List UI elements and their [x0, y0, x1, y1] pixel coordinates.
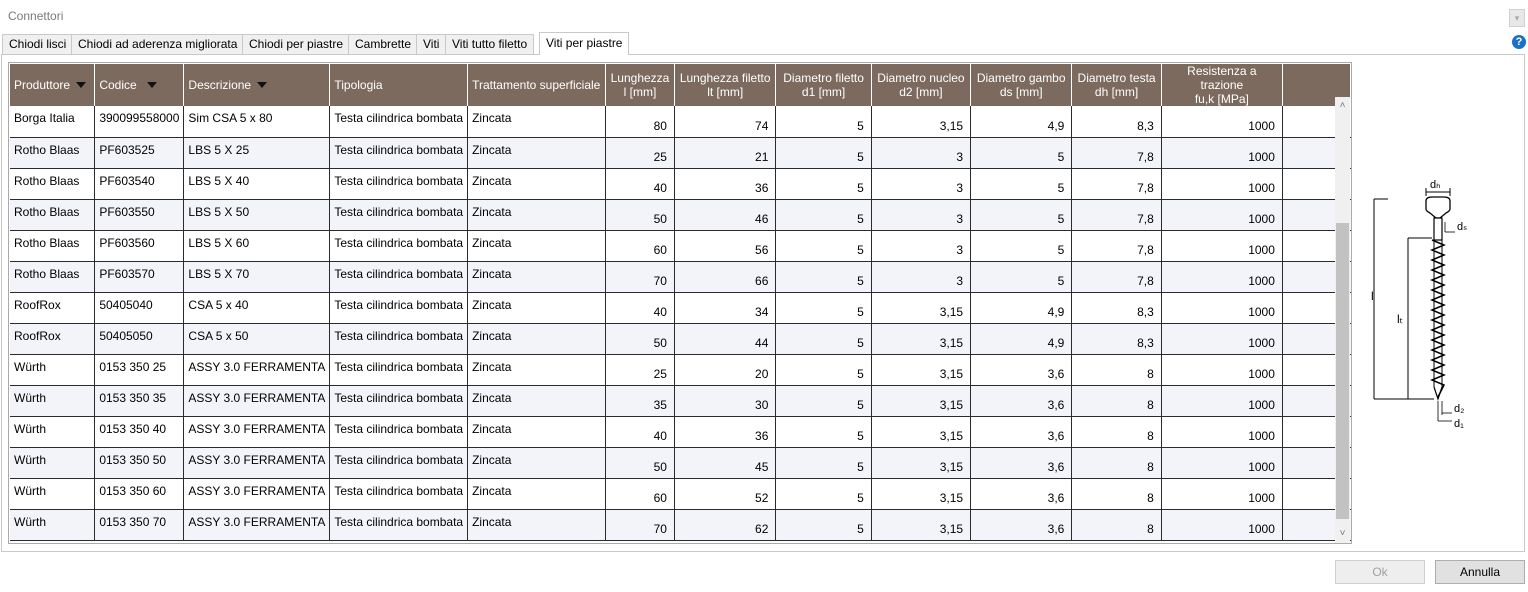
cell-codice[interactable]: 50405050 — [95, 323, 184, 354]
cell-diametro-nucleo[interactable]: 3,15 — [871, 478, 970, 509]
table-row[interactable] — [10, 292, 1351, 323]
cell-lunghezza-filetto[interactable]: 46 — [674, 199, 775, 230]
tab-chiodi-aderenza-migliorata[interactable]: Chiodi ad aderenza migliorata — [71, 34, 244, 54]
cell-lunghezza-filetto[interactable]: 56 — [674, 230, 775, 261]
cell-tipologia[interactable]: Testa cilindrica bombata — [330, 509, 468, 540]
cell-diametro-gambo[interactable]: 5 — [971, 230, 1072, 261]
screw-head — [1426, 197, 1450, 218]
cell-lunghezza[interactable]: 40 — [606, 416, 675, 447]
cell-diametro-filetto[interactable]: 5 — [776, 292, 871, 323]
cell-diametro-filetto[interactable]: 5 — [776, 261, 871, 292]
cell-codice[interactable]: PF603570 — [95, 261, 184, 292]
cell-diametro-testa[interactable]: 7,8 — [1072, 168, 1161, 199]
table-row[interactable] — [10, 478, 1351, 509]
scroll-up-icon[interactable]: ˄ — [1339, 100, 1346, 111]
cell-resistenza-trazione[interactable]: 1000 — [1161, 416, 1282, 447]
cell-codice[interactable]: 0153 350 35 — [95, 385, 184, 416]
column-header-diametro-nucleo[interactable] — [871, 64, 970, 106]
help-icon[interactable]: ? — [1512, 35, 1526, 49]
cell-codice[interactable]: 0153 350 40 — [95, 416, 184, 447]
header-unit: dh [mm] — [1094, 85, 1139, 99]
cell-trattamento[interactable]: Zincata — [468, 509, 606, 540]
table-row[interactable] — [10, 354, 1351, 385]
cell-diametro-nucleo[interactable]: 3 — [871, 199, 970, 230]
label-d1: d₁ — [1454, 418, 1464, 430]
cell-lunghezza-filetto[interactable]: 45 — [674, 447, 775, 478]
cell-produttore[interactable]: Rotho Blaas — [10, 199, 95, 230]
cell-diametro-gambo[interactable]: 3,6 — [971, 385, 1072, 416]
cell-lunghezza-filetto[interactable]: 36 — [674, 168, 775, 199]
cell-descrizione[interactable]: ASSY 3.0 FERRAMENTA — [184, 354, 330, 385]
cell-trattamento[interactable]: Zincata — [468, 168, 606, 199]
table-row[interactable] — [10, 385, 1351, 416]
cell-lunghezza[interactable]: 25 — [606, 354, 675, 385]
cell-diametro-nucleo[interactable]: 3,15 — [871, 416, 970, 447]
column-header-diametro-gambo[interactable] — [971, 64, 1072, 106]
header-unit: ds [mm] — [999, 85, 1043, 99]
cell-produttore[interactable]: Rotho Blaas — [10, 168, 95, 199]
column-header-codice[interactable] — [95, 64, 184, 106]
cell-lunghezza[interactable]: 60 — [606, 478, 675, 509]
cell-resistenza-trazione[interactable]: 1000 — [1161, 261, 1282, 292]
cell-diametro-nucleo[interactable]: 3 — [871, 261, 970, 292]
cell-trattamento[interactable]: Zincata — [468, 230, 606, 261]
header-label: Diametro gambo — [976, 71, 1066, 85]
cell-diametro-nucleo[interactable]: 3,15 — [871, 447, 970, 478]
cell-diametro-testa[interactable]: 8 — [1072, 416, 1161, 447]
cell-diametro-gambo[interactable]: 3,6 — [971, 447, 1072, 478]
screw-diagram — [1368, 175, 1478, 437]
cell-tipologia[interactable]: Testa cilindrica bombata — [330, 261, 468, 292]
cell-produttore[interactable]: Würth — [10, 385, 95, 416]
cell-diametro-testa[interactable]: 7,8 — [1072, 230, 1161, 261]
cell-tipologia[interactable]: Testa cilindrica bombata — [330, 354, 468, 385]
cell-diametro-filetto[interactable]: 5 — [776, 354, 871, 385]
label-dh: dₕ — [1430, 179, 1441, 191]
column-header-tipologia[interactable] — [330, 64, 468, 106]
cell-lunghezza[interactable]: 25 — [606, 137, 675, 168]
column-header-trattamento[interactable] — [468, 64, 606, 106]
tab-chiodi-per-piastre[interactable]: Chiodi per piastre — [242, 34, 350, 54]
header-label: Diametro filetto — [783, 71, 864, 85]
cell-diametro-filetto[interactable]: 5 — [776, 509, 871, 540]
cell-diametro-testa[interactable]: 8 — [1072, 385, 1161, 416]
cell-produttore[interactable]: Würth — [10, 509, 95, 540]
cell-descrizione[interactable]: ASSY 3.0 FERRAMENTA — [184, 509, 330, 540]
table-row[interactable] — [10, 323, 1351, 354]
cell-descrizione[interactable]: LBS 5 X 70 — [184, 261, 330, 292]
cell-trattamento[interactable]: Zincata — [468, 447, 606, 478]
cell-tipologia[interactable]: Testa cilindrica bombata — [330, 385, 468, 416]
cell-diametro-testa[interactable]: 8 — [1072, 509, 1161, 540]
cell-tipologia[interactable]: Testa cilindrica bombata — [330, 323, 468, 354]
cell-lunghezza-filetto[interactable]: 66 — [674, 261, 775, 292]
cell-trattamento[interactable]: Zincata — [468, 261, 606, 292]
cell-produttore[interactable]: RoofRox — [10, 292, 95, 323]
cell-trattamento[interactable]: Zincata — [468, 137, 606, 168]
filter-icon[interactable] — [257, 82, 267, 88]
cell-descrizione[interactable]: LBS 5 X 40 — [184, 168, 330, 199]
header-label: Diametro testa — [1077, 71, 1156, 85]
cell-diametro-testa[interactable]: 8,3 — [1072, 106, 1161, 137]
cell-diametro-nucleo[interactable]: 3,15 — [871, 354, 970, 385]
cell-lunghezza[interactable]: 40 — [606, 292, 675, 323]
cell-resistenza-trazione[interactable]: 1000 — [1161, 199, 1282, 230]
column-header-lunghezza[interactable] — [606, 64, 675, 106]
cell-diametro-nucleo[interactable]: 3,15 — [871, 385, 970, 416]
cell-tipologia[interactable]: Testa cilindrica bombata — [330, 199, 468, 230]
cell-tipologia[interactable]: Testa cilindrica bombata — [330, 168, 468, 199]
header-label: Resistenza a trazione — [1187, 64, 1257, 92]
cell-descrizione[interactable]: Sim CSA 5 x 80 — [184, 106, 330, 137]
cell-codice[interactable]: 390099558000 — [95, 106, 184, 137]
cell-resistenza-trazione[interactable]: 1000 — [1161, 354, 1282, 385]
tab-chiodi-lisci[interactable]: Chiodi lisci — [2, 34, 73, 54]
ok-button[interactable]: Ok — [1335, 560, 1425, 584]
column-header-lunghezza-filetto[interactable] — [674, 64, 775, 106]
cell-resistenza-trazione[interactable]: 1000 — [1161, 478, 1282, 509]
cell-descrizione[interactable]: ASSY 3.0 FERRAMENTA — [184, 416, 330, 447]
header-unit: lt [mm] — [707, 85, 744, 99]
cell-diametro-testa[interactable]: 7,8 — [1072, 137, 1161, 168]
cell-produttore[interactable]: Borga Italia — [10, 106, 95, 137]
cell-lunghezza[interactable]: 80 — [606, 106, 675, 137]
cell-resistenza-trazione[interactable]: 1000 — [1161, 106, 1282, 137]
cell-tipologia[interactable]: Testa cilindrica bombata — [330, 416, 468, 447]
label-lt: lₜ — [1397, 312, 1404, 326]
cell-diametro-gambo[interactable]: 4,9 — [971, 323, 1072, 354]
cell-diametro-nucleo[interactable]: 3 — [871, 168, 970, 199]
cell-lunghezza-filetto[interactable]: 20 — [674, 354, 775, 385]
cell-produttore[interactable]: Würth — [10, 478, 95, 509]
cell-diametro-gambo[interactable]: 4,9 — [971, 292, 1072, 323]
header-unit: d2 [mm] — [899, 85, 943, 99]
cell-trattamento[interactable]: Zincata — [468, 323, 606, 354]
cell-trattamento[interactable]: Zincata — [468, 416, 606, 447]
cell-diametro-testa[interactable]: 7,8 — [1072, 261, 1161, 292]
cell-descrizione[interactable]: LBS 5 X 25 — [184, 137, 330, 168]
cell-lunghezza[interactable]: 70 — [606, 509, 675, 540]
cell-descrizione[interactable]: ASSY 3.0 FERRAMENTA — [184, 478, 330, 509]
cell-codice[interactable]: 0153 350 60 — [95, 478, 184, 509]
tab-strip — [2, 32, 1524, 55]
cell-produttore[interactable]: Rotho Blaas — [10, 230, 95, 261]
cell-diametro-gambo[interactable]: 3,6 — [971, 478, 1072, 509]
cell-descrizione[interactable]: CSA 5 x 50 — [184, 323, 330, 354]
title-bar — [0, 0, 1528, 32]
cell-diametro-gambo[interactable]: 3,6 — [971, 354, 1072, 385]
cell-resistenza-trazione[interactable]: 1000 — [1161, 385, 1282, 416]
header-label: Descrizione — [188, 78, 252, 92]
column-header-produttore[interactable] — [10, 64, 95, 106]
column-header-diametro-testa[interactable] — [1072, 64, 1161, 106]
label-d2: d₂ — [1454, 403, 1465, 415]
table-body — [10, 106, 1351, 540]
table-row[interactable] — [10, 230, 1351, 261]
cell-lunghezza[interactable]: 50 — [606, 199, 675, 230]
cell-produttore[interactable]: Rotho Blaas — [10, 261, 95, 292]
window-scroll-icon[interactable]: ▾ — [1509, 9, 1525, 27]
cell-diametro-testa[interactable]: 7,8 — [1072, 199, 1161, 230]
cell-diametro-nucleo[interactable]: 3 — [871, 230, 970, 261]
cell-produttore[interactable]: Würth — [10, 416, 95, 447]
cell-trattamento[interactable]: Zincata — [468, 199, 606, 230]
cell-resistenza-trazione[interactable]: 1000 — [1161, 137, 1282, 168]
cell-lunghezza-filetto[interactable]: 74 — [674, 106, 775, 137]
cell-diametro-filetto[interactable]: 5 — [776, 230, 871, 261]
header-unit: l [mm] — [623, 85, 657, 99]
cell-lunghezza-filetto[interactable]: 62 — [674, 509, 775, 540]
cell-diametro-gambo[interactable]: 3,6 — [971, 509, 1072, 540]
cell-descrizione[interactable]: ASSY 3.0 FERRAMENTA — [184, 447, 330, 478]
cell-diametro-filetto[interactable]: 5 — [776, 106, 871, 137]
cell-descrizione[interactable]: LBS 5 X 50 — [184, 199, 330, 230]
tab-cambrette[interactable]: Cambrette — [348, 34, 418, 54]
cell-resistenza-trazione[interactable]: 1000 — [1161, 292, 1282, 323]
cell-diametro-filetto[interactable]: 5 — [776, 478, 871, 509]
cell-lunghezza-filetto[interactable]: 30 — [674, 385, 775, 416]
table-row[interactable] — [10, 261, 1351, 292]
tab-viti-per-piastre[interactable]: Viti per piastre — [539, 32, 629, 55]
cell-produttore[interactable]: Würth — [10, 447, 95, 478]
cell-diametro-nucleo[interactable]: 3 — [871, 137, 970, 168]
cell-lunghezza-filetto[interactable]: 34 — [674, 292, 775, 323]
cell-diametro-gambo[interactable]: 5 — [971, 137, 1072, 168]
vertical-scrollbar[interactable] — [1335, 97, 1350, 543]
cell-diametro-gambo[interactable]: 4,9 — [971, 106, 1072, 137]
cell-diametro-filetto[interactable]: 5 — [776, 168, 871, 199]
cell-codice[interactable]: PF603540 — [95, 168, 184, 199]
cell-tipologia[interactable]: Testa cilindrica bombata — [330, 447, 468, 478]
cell-diametro-gambo[interactable]: 5 — [971, 199, 1072, 230]
label-ds: dₛ — [1457, 221, 1468, 233]
table-row[interactable] — [10, 509, 1351, 540]
cell-produttore[interactable]: RoofRox — [10, 323, 95, 354]
cell-diametro-filetto[interactable]: 5 — [776, 416, 871, 447]
cell-descrizione[interactable]: CSA 5 x 40 — [184, 292, 330, 323]
cell-diametro-filetto[interactable]: 5 — [776, 199, 871, 230]
header-label: Tipologia — [334, 78, 383, 92]
cell-diametro-nucleo[interactable]: 3,15 — [871, 292, 970, 323]
screw-shank — [1434, 218, 1442, 240]
cell-diametro-filetto[interactable]: 5 — [776, 447, 871, 478]
cell-produttore[interactable]: Rotho Blaas — [10, 137, 95, 168]
cell-codice[interactable]: 50405040 — [95, 292, 184, 323]
cell-tipologia[interactable]: Testa cilindrica bombata — [330, 292, 468, 323]
cell-produttore[interactable]: Würth — [10, 354, 95, 385]
cell-lunghezza-filetto[interactable]: 21 — [674, 137, 775, 168]
table-header-row — [10, 64, 1351, 106]
cell-codice[interactable]: PF603550 — [95, 199, 184, 230]
cell-diametro-gambo[interactable]: 5 — [971, 168, 1072, 199]
cell-lunghezza[interactable]: 60 — [606, 230, 675, 261]
cell-tipologia[interactable]: Testa cilindrica bombata — [330, 230, 468, 261]
header-label: Lunghezza filetto — [679, 71, 771, 85]
column-header-diametro-filetto[interactable] — [776, 64, 871, 106]
cell-diametro-nucleo[interactable]: 3,15 — [871, 106, 970, 137]
tab-viti-tutto-filetto[interactable]: Viti tutto filetto — [445, 34, 534, 54]
cell-lunghezza-filetto[interactable]: 44 — [674, 323, 775, 354]
cell-trattamento[interactable]: Zincata — [468, 478, 606, 509]
cell-codice[interactable]: 0153 350 70 — [95, 509, 184, 540]
header-unit: fu,k [MPa] — [1194, 92, 1249, 106]
header-label: Produttore — [14, 78, 71, 92]
table-row[interactable] — [10, 168, 1351, 199]
cell-lunghezza-filetto[interactable]: 36 — [674, 416, 775, 447]
filter-icon[interactable] — [147, 82, 157, 88]
header-label: Codice — [99, 78, 137, 92]
table-row[interactable] — [10, 447, 1351, 478]
cell-tipologia[interactable]: Testa cilindrica bombata — [330, 137, 468, 168]
table-row[interactable] — [10, 106, 1351, 137]
table-row[interactable] — [10, 416, 1351, 447]
table-row[interactable] — [10, 137, 1351, 168]
cell-resistenza-trazione[interactable]: 1000 — [1161, 230, 1282, 261]
cell-resistenza-trazione[interactable]: 1000 — [1161, 509, 1282, 540]
cell-lunghezza[interactable]: 50 — [606, 323, 675, 354]
cell-diametro-filetto[interactable]: 5 — [776, 137, 871, 168]
cell-descrizione[interactable]: ASSY 3.0 FERRAMENTA — [184, 385, 330, 416]
header-unit: d1 [mm] — [801, 85, 846, 99]
cell-diametro-nucleo[interactable]: 3,15 — [871, 509, 970, 540]
scroll-thumb[interactable] — [1336, 223, 1349, 519]
header-label: Trattamento superficiale — [472, 78, 601, 92]
tab-viti[interactable]: Viti — [416, 34, 446, 54]
cell-diametro-testa[interactable]: 8 — [1072, 478, 1161, 509]
cell-diametro-gambo[interactable]: 3,6 — [971, 416, 1072, 447]
cell-diametro-nucleo[interactable]: 3,15 — [871, 323, 970, 354]
screws-table — [10, 64, 1351, 541]
window-title: Connettori — [8, 9, 64, 23]
cell-diametro-gambo[interactable]: 5 — [971, 261, 1072, 292]
cell-diametro-filetto[interactable]: 5 — [776, 385, 871, 416]
cell-trattamento[interactable]: Zincata — [468, 106, 606, 137]
cancel-button[interactable]: Annulla — [1435, 560, 1525, 584]
cell-lunghezza-filetto[interactable]: 52 — [674, 478, 775, 509]
header-label: Lunghezza — [610, 71, 670, 85]
cell-codice[interactable]: PF603525 — [95, 137, 184, 168]
header-label: Diametro nucleo — [877, 71, 965, 85]
cell-trattamento[interactable]: Zincata — [468, 385, 606, 416]
cell-codice[interactable]: 0153 350 25 — [95, 354, 184, 385]
cell-diametro-testa[interactable]: 8 — [1072, 447, 1161, 478]
cell-diametro-testa[interactable]: 8,3 — [1072, 292, 1161, 323]
filter-icon[interactable] — [76, 82, 86, 88]
cell-trattamento[interactable]: Zincata — [468, 292, 606, 323]
cell-resistenza-trazione[interactable]: 1000 — [1161, 168, 1282, 199]
scroll-down-icon[interactable]: ˅ — [1339, 528, 1346, 539]
column-header-descrizione[interactable] — [184, 64, 330, 106]
table-row[interactable] — [10, 199, 1351, 230]
cell-tipologia[interactable]: Testa cilindrica bombata — [330, 106, 468, 137]
cell-diametro-testa[interactable]: 8 — [1072, 354, 1161, 385]
connectors-grid — [8, 62, 1352, 544]
cell-trattamento[interactable]: Zincata — [468, 354, 606, 385]
cell-descrizione[interactable]: LBS 5 X 60 — [184, 230, 330, 261]
cell-codice[interactable]: 0153 350 50 — [95, 447, 184, 478]
cell-lunghezza[interactable]: 50 — [606, 447, 675, 478]
cell-lunghezza[interactable]: 40 — [606, 168, 675, 199]
cell-resistenza-trazione[interactable]: 1000 — [1161, 323, 1282, 354]
cell-tipologia[interactable]: Testa cilindrica bombata — [330, 478, 468, 509]
cell-lunghezza[interactable]: 35 — [606, 385, 675, 416]
cell-codice[interactable]: PF603560 — [95, 230, 184, 261]
cell-diametro-testa[interactable]: 8,3 — [1072, 323, 1161, 354]
cell-resistenza-trazione[interactable]: 1000 — [1161, 447, 1282, 478]
label-l: l — [1371, 289, 1374, 303]
cell-lunghezza[interactable]: 70 — [606, 261, 675, 292]
column-header-resistenza-trazione[interactable] — [1161, 64, 1282, 106]
cell-diametro-filetto[interactable]: 5 — [776, 323, 871, 354]
